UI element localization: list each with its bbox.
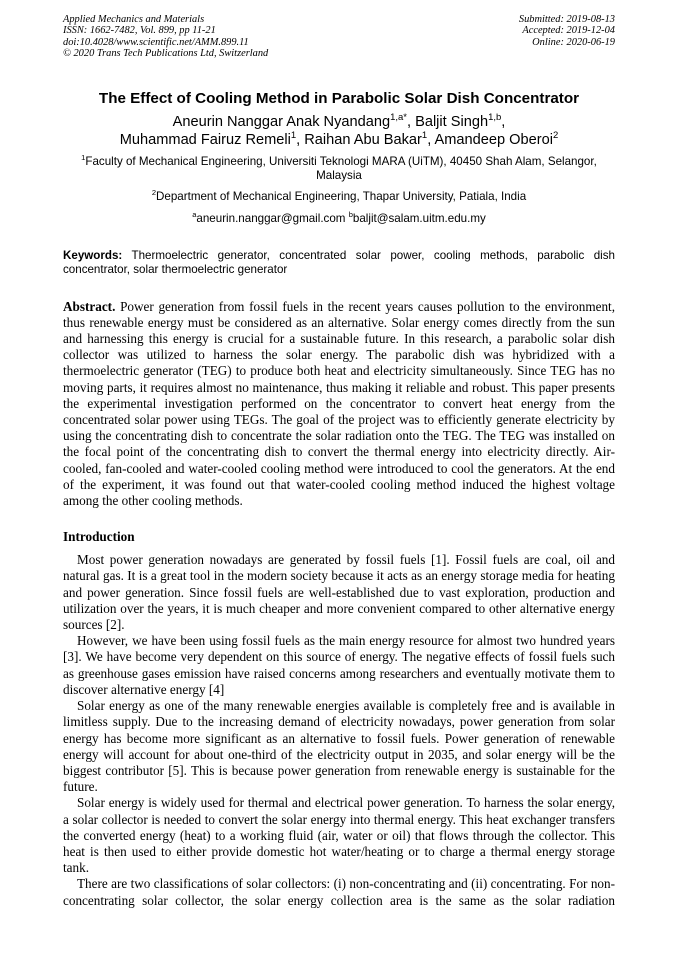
intro-paragraph: Most power generation nowadays are generated by fossil fuels [1]. Fossil fuels are coal, oil and natural gas. It is a great tool in the modern society because it acts as an energy storage media for heating and power generation. Since fossil fuels are well-established due to vast exploration, production and utilization over the years, it is much cheaper and more convenient compared to other alternative energy sources [2].	[63, 552, 615, 633]
submitted-date: Submitted: 2019-08-13	[518, 14, 615, 25]
author-list	[63, 113, 615, 149]
affiliation-1	[63, 152, 615, 183]
author-separator: ,	[296, 131, 305, 148]
author-separator: ,	[427, 131, 435, 148]
affiliation-marker: 1	[81, 152, 86, 162]
author-affiliation-marker: 1	[290, 129, 297, 141]
intro-paragraph: However, we have been using fossil fuels as the main energy resource for almost two hundred years [3]. We have become very dependent on this source of energy. The negative effects of fossil fuels such as greenhouse gases emission have raised concerns among researchers and eventually motivate them to discover alternative energy [4]	[63, 633, 615, 697]
journal-name: Applied Mechanics and Materials	[63, 14, 205, 25]
email-marker: a	[192, 209, 197, 219]
journal-doi: doi:10.4028/www.scientific.net/AMM.899.11	[63, 36, 249, 48]
abstract-label: Abstract.	[63, 298, 116, 314]
author-name: Muhammad Fairuz Remeli	[119, 131, 291, 148]
intro-paragraph: Solar energy as one of the many renewable energies available is completely free and is available in limitless supply. Due to the increasing demand of electricity nowadays, power generation from solar energy has become more significant as an alternative to fossil fuels. Power generation of renewable energy will account for about one-third of the electricity output in 2035, and solar energy will be the biggest contributor [5]. This is because power generation from renewable energy is sustainable for the future.	[63, 698, 615, 795]
journal-issn: ISSN: 1662-7482, Vol. 899, pp 11-21	[63, 25, 216, 37]
author-emails	[63, 209, 615, 226]
author-line-2	[63, 131, 615, 149]
journal-info	[63, 14, 268, 60]
affiliation-text: Department of Mechanical Engineering, Thapar University, Patiala, India	[156, 189, 527, 203]
journal-header	[63, 14, 615, 60]
publication-dates	[519, 14, 615, 60]
paper-page	[63, 14, 615, 909]
author-line-1	[63, 113, 615, 131]
author-affiliation-marker: 1,b	[488, 111, 502, 123]
accepted-date: Accepted: 2019-12-04	[522, 25, 615, 37]
author-name: Amandeep Oberoi	[434, 131, 553, 148]
section-heading-introduction: Introduction	[63, 529, 135, 545]
keywords-text: Thermoelectric generator, concentrated solar power, cooling methods, parabolic dish concentrator, solar thermoelectric generator	[63, 248, 615, 276]
journal-copyright: © 2020 Trans Tech Publications Ltd, Switzerland	[63, 48, 269, 60]
online-date: Online: 2020-06-19	[532, 36, 615, 48]
author-name: Baljit Singh	[415, 113, 489, 130]
email-link[interactable]: aneurin.nanggar@gmail.com	[196, 211, 346, 225]
affiliation-marker: 2	[151, 187, 157, 197]
email-link[interactable]: baljit@salam.uitm.edu.my	[352, 211, 486, 225]
paper-title: The Effect of Cooling Method in Parabolic Solar Dish Concentrator	[98, 89, 580, 107]
intro-paragraph: There are two classifications of solar collectors: (i) non-concentrating and (ii) concentrating. For non-concentrating solar collector, the solar energy collection area is the same as the solar radiation	[63, 876, 615, 908]
abstract-text: Power generation from fossil fuels in the recent years causes pollution to the environment, thus renewable energy must be considered as an alternative. Solar energy comes directly from the sun and harnessing this energy is crucial for a sustainable future. In this research, a parabolic solar dish collector was utilized to harness the solar energy. The parabolic dish was hybridized with a thermoelectric generator (TEG) to produce both heat and electricity simultaneously. Since TEG has no moving parts, it requires almost no maintenance, thus making it reliable and robust. This paper presents the experimental investigation performed on the concentrator to convert heat energy from the concentrated solar power using TEGs. The goal of the project was to efficiently generate electricity by using the concentrating dish to concentrate the solar radiation onto the TEG. The TEG was installed on the focal point of the concentrating dish to convert the thermal energy into electricity directly. Air-cooled, fan-cooled and water-cooled cooling method were introduced to cool the generators. At the end of the experiment, it was found out that water-cooled cooling method induced the highest voltage among the other cooling methods.	[63, 298, 616, 509]
abstract	[63, 299, 615, 510]
author-name: Aneurin Nanggar Anak Nyandang	[172, 113, 391, 130]
affiliation-2	[63, 187, 615, 204]
author-separator: ,	[406, 113, 416, 130]
keywords-label: Keywords:	[63, 248, 123, 262]
intro-paragraph: Solar energy is widely used for thermal and electrical power generation. To harness the solar energy, a solar collector is needed to convert the solar energy into thermal energy. This heat exchanger transfers the converted energy (heat) to a working fluid (air, water or oil) that flows through the collector. This heat is then used to either provide domestic hot water/heating or to charge a thermal energy storage tank.	[63, 795, 615, 876]
author-affiliation-marker: 1,a*	[390, 111, 407, 123]
affiliation-text: Faculty of Mechanical Engineering, Universiti Teknologi MARA (UiTM), 40450 Shah Alam, Selangor, Malaysia	[85, 154, 597, 182]
author-affiliation-marker: 1	[421, 129, 428, 141]
author-affiliation-marker: 2	[552, 129, 559, 141]
author-name: Raihan Abu Bakar	[304, 131, 422, 148]
keywords	[63, 249, 615, 277]
author-separator: ,	[501, 113, 506, 130]
email-marker: b	[348, 209, 353, 219]
